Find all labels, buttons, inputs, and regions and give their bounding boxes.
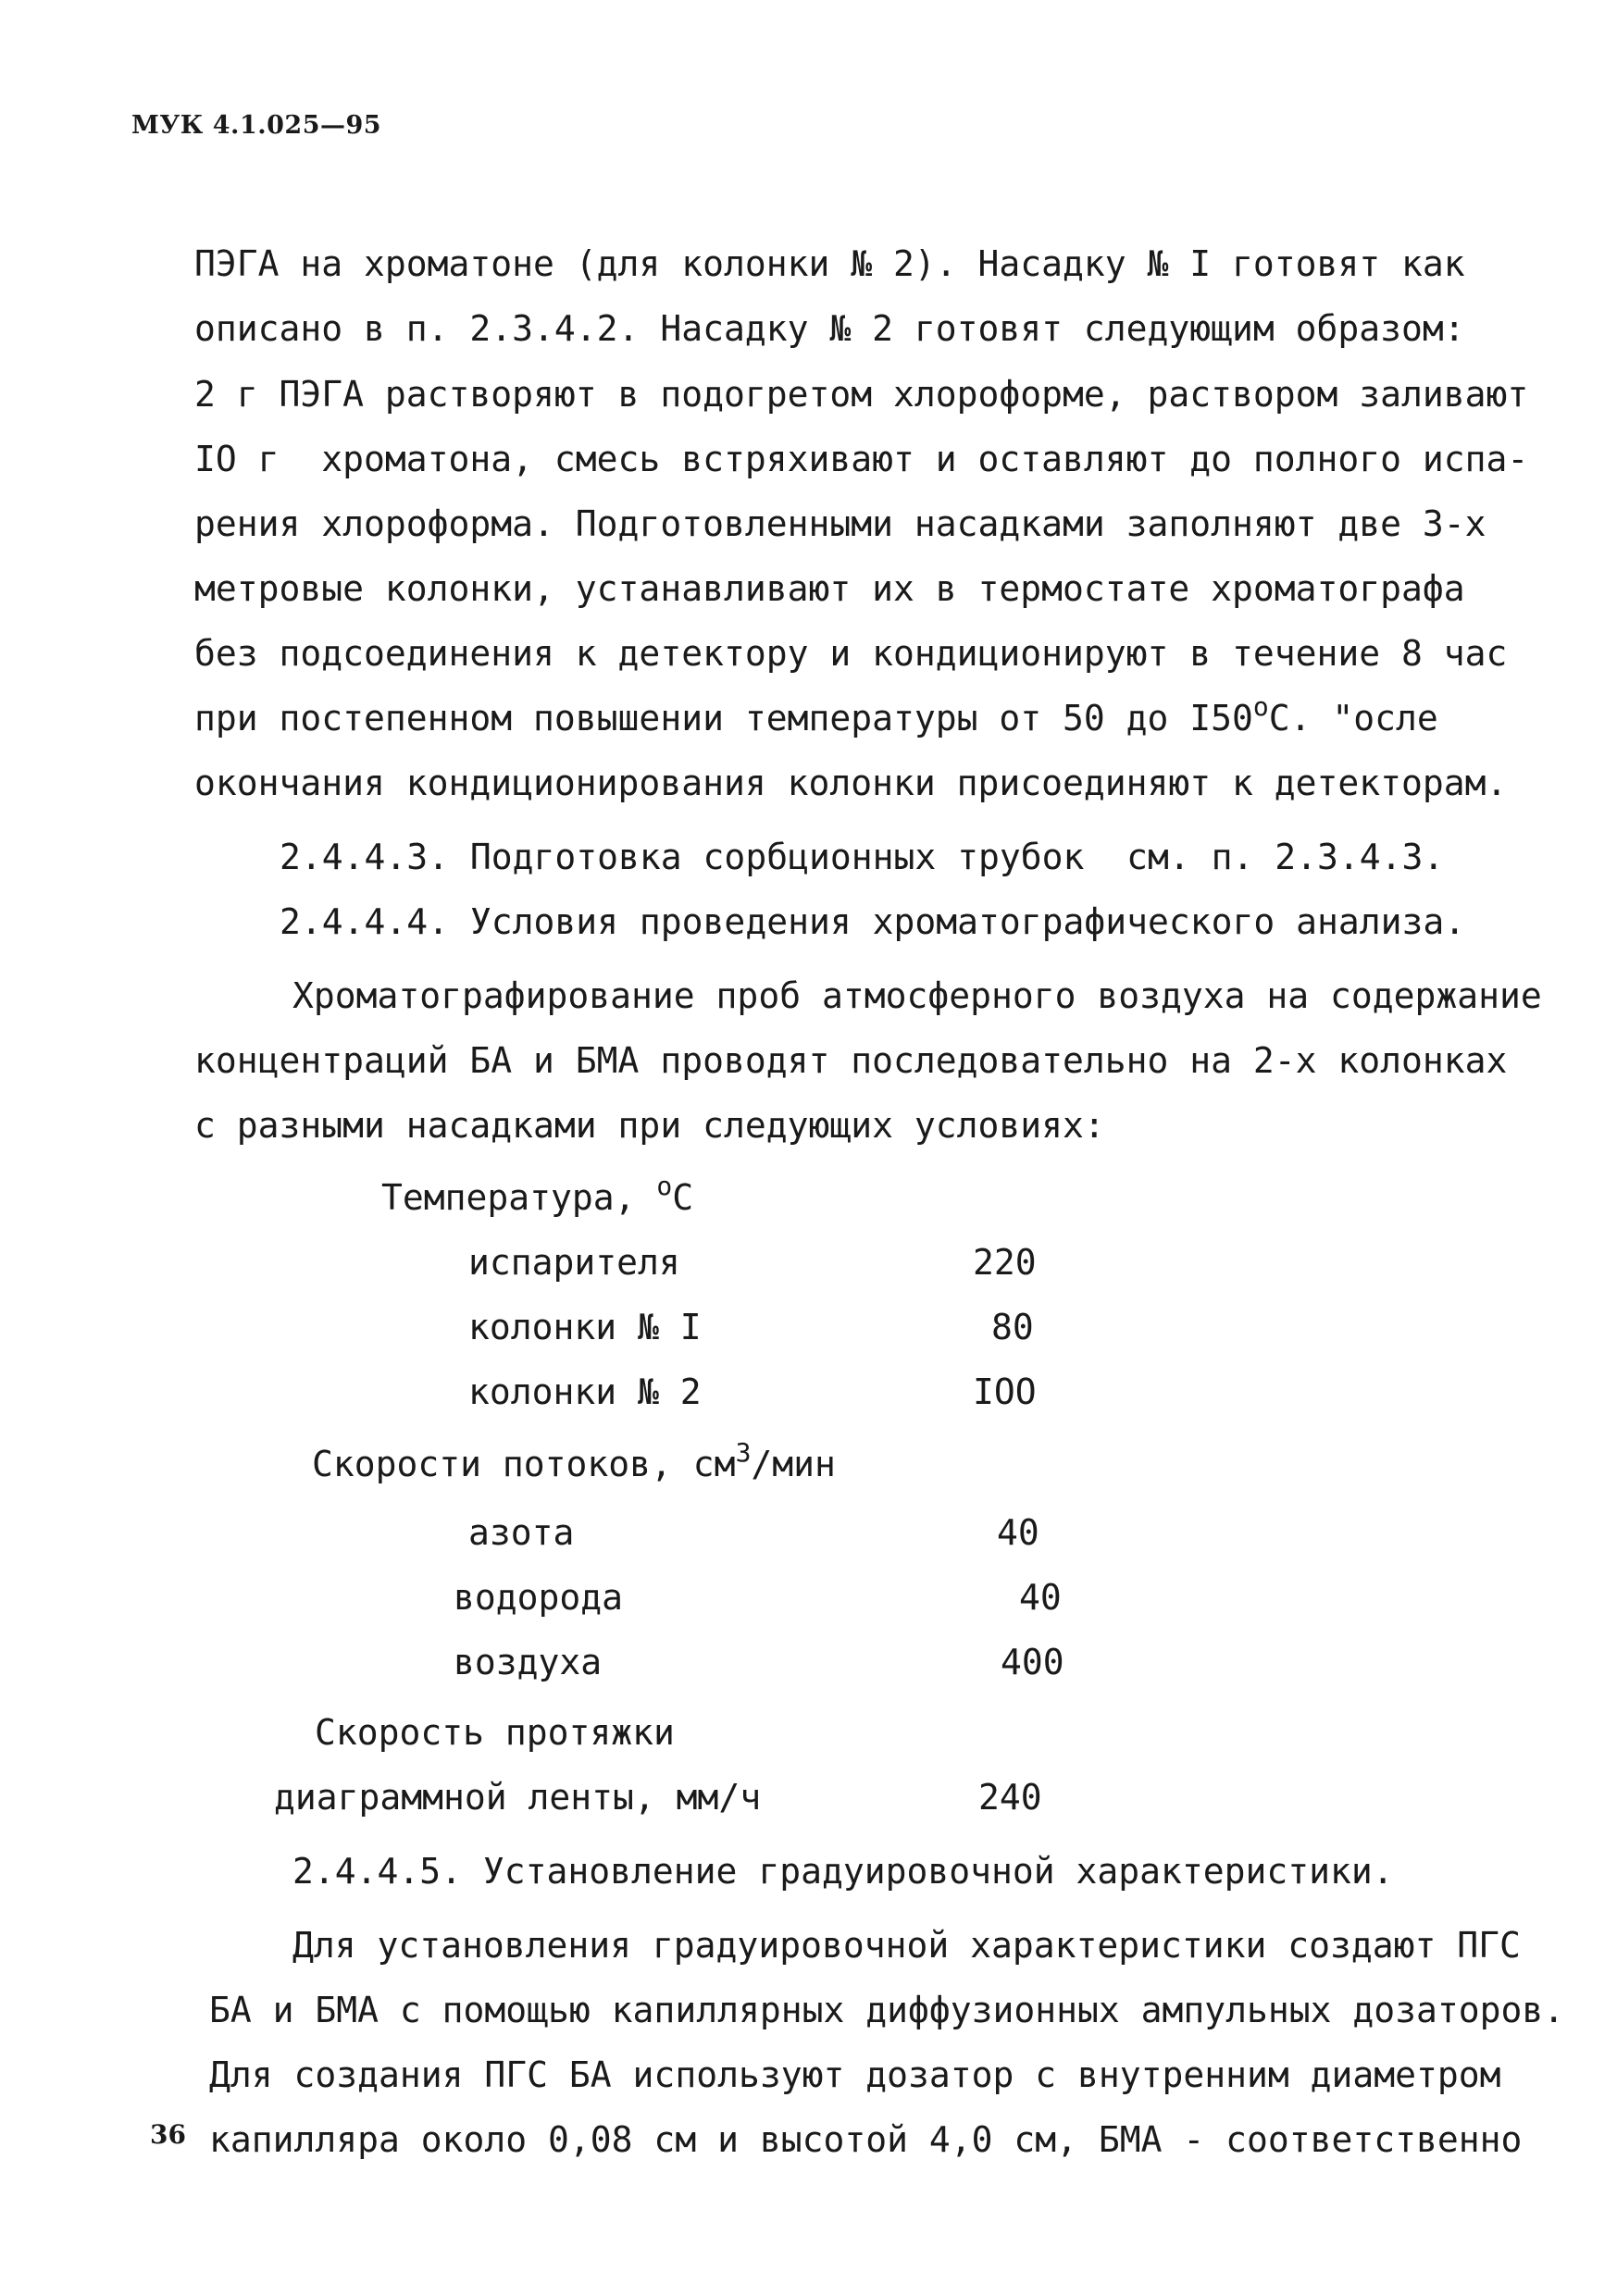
section-heading: 2.4.4.5. Установление градуировочной характеристики. (292, 1851, 1394, 1892)
paragraph-line: описано в п. 2.3.4.2. Насадку № 2 готовят следующим образом: (194, 308, 1465, 349)
superscript: 3 (735, 1437, 752, 1468)
paragraph-line: с разными насадками при следующих условиях: (194, 1105, 1105, 1146)
line-text: Температура, (381, 1177, 657, 1218)
paragraph-line: Для установления градуировочной характеристики создают ПГС (292, 1925, 1521, 1966)
paragraph-line: Хроматографирование проб атмосферного воздуха на содержание (292, 975, 1542, 1016)
condition-label: азота (468, 1512, 575, 1553)
line-text: при постепенном повышении температуры от 50 до I50 (194, 698, 1253, 738)
paragraph-line: без подсоединения к детектору и кондиционируют в течение 8 час (194, 633, 1508, 674)
condition-value: 220 (973, 1242, 1037, 1283)
paragraph-line: рения хлороформа. Подготовленными насадками заполняют две 3-х (194, 503, 1486, 544)
degree-sign: o (656, 1171, 673, 1201)
paragraph-line: БА и БМА с помощью капиллярных диффузионных ампульных дозаторов. (209, 1990, 1565, 2030)
condition-label: испарителя (468, 1242, 680, 1283)
condition-group-label (381, 1171, 694, 1222)
condition-label: диаграммной ленты, мм/ч (274, 1777, 762, 1818)
degree-sign: o (1252, 691, 1269, 722)
condition-label: воздуха (454, 1642, 603, 1682)
paragraph-line: IO г хроматона, смесь встряхивают и оставляют до полного испа- (194, 439, 1529, 479)
paragraph-line: 2 г ПЭГА растворяют в подогретом хлороформе, раствором заливают (194, 374, 1529, 415)
unit: /мин (751, 1444, 836, 1484)
condition-value: IOO (973, 1371, 1037, 1412)
page-number: 36 (150, 2119, 186, 2150)
condition-label: Скорость протяжки (315, 1712, 675, 1753)
unit: C (672, 1177, 694, 1218)
condition-label: колонки № I (468, 1307, 702, 1347)
condition-value: 80 (991, 1307, 1034, 1347)
condition-group-label (312, 1437, 836, 1488)
condition-value: 240 (978, 1777, 1042, 1818)
section-heading: 2.4.4.3. Подготовка сорбционных трубок см. п. 2.3.4.3. (280, 837, 1445, 877)
line-text: Скорости потоков, см (312, 1444, 736, 1484)
paragraph-line: окончания кондиционирования колонки присоединяют к детекторам. (194, 763, 1508, 803)
condition-value: 40 (1019, 1577, 1062, 1618)
document-code-header: МУК 4.1.025—95 (131, 111, 382, 140)
paragraph-line: метровые колонки, устанавливают их в термостате хроматографа (194, 568, 1465, 609)
section-heading: 2.4.4.4. Условия проведения хроматографического анализа. (280, 901, 1466, 942)
paragraph-line: капилляра около 0,08 см и высотой 4,0 см, БМА - соответственно (209, 2119, 1523, 2160)
condition-label: колонки № 2 (468, 1371, 702, 1412)
paragraph-line: концентраций БА и БМА проводят последовательно на 2-х колонках (194, 1040, 1508, 1081)
line-text: C. "осле (1268, 698, 1438, 738)
paragraph-line: Для создания ПГС БА используют дозатор с внутренним диаметром (209, 2054, 1501, 2095)
paragraph-line (194, 691, 1438, 742)
condition-value: 400 (1001, 1642, 1064, 1682)
condition-label: водорода (454, 1577, 624, 1618)
condition-value: 40 (997, 1512, 1039, 1553)
paragraph-line: ПЭГА на хроматоне (для колонки № 2). Насадку № I готовят как (194, 243, 1465, 284)
